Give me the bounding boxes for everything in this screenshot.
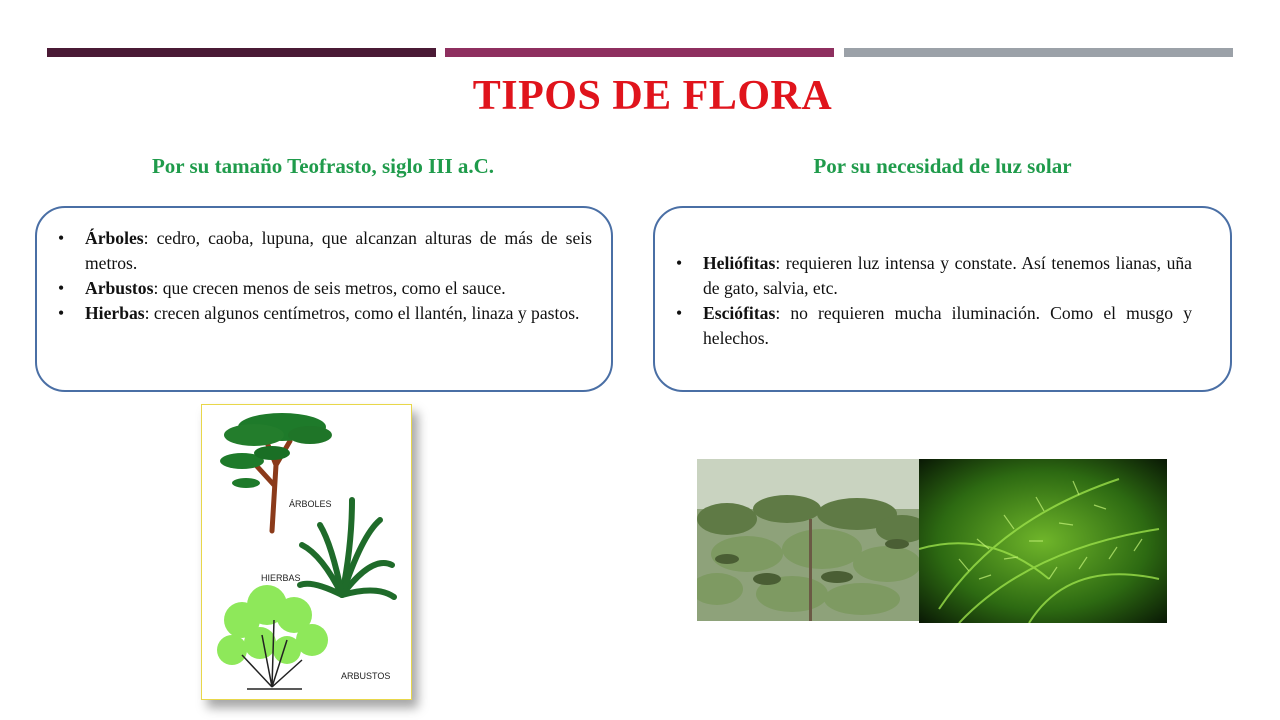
list-item-text: : cedro, caoba, lupuna, que alcanzan alturas de más de seis metros. [85, 228, 592, 273]
plant-size-illustration [201, 404, 412, 700]
accent-bar-gray [844, 48, 1233, 57]
list-item-term: Árboles [85, 228, 144, 248]
list-item-text: : que crecen menos de seis metros, como el sauce. [153, 278, 506, 298]
label-shrubs: ARBUSTOS [341, 671, 391, 681]
list-item [54, 226, 592, 276]
left-subtitle: Por su tamaño Teofrasto, siglo III a.C. [151, 154, 495, 178]
list-item-term: Heliófitas [703, 253, 776, 273]
bullet-icon: • [676, 303, 683, 323]
accent-bar-dark [47, 48, 436, 57]
list-item-term: Esciófitas [703, 303, 776, 323]
list-item [672, 251, 1192, 301]
list-item [54, 276, 592, 301]
list-item [672, 301, 1192, 351]
size-classification-box [35, 206, 613, 392]
list-item-term: Arbustos [85, 278, 154, 298]
slide-title: TIPOS DE FLORA [472, 73, 833, 119]
label-herbs: HIERBAS [261, 573, 301, 583]
heliophyte-photo [697, 459, 921, 621]
bullet-icon: • [58, 278, 65, 298]
plant-drawing [202, 405, 410, 698]
size-list [54, 226, 592, 326]
list-item-text: : no requieren mucha iluminación. Como el musgo y helechos. [703, 303, 1192, 348]
accent-bar-magenta [445, 48, 834, 57]
sciophyte-photo [919, 459, 1167, 623]
bullet-icon: • [676, 253, 683, 273]
light-list [672, 251, 1192, 351]
right-subtitle: Por su necesidad de luz solar [813, 154, 1072, 178]
list-item-text: : requieren luz intensa y constate. Así tenemos lianas, uña de gato, salvia, etc. [703, 253, 1192, 298]
list-item [54, 301, 592, 326]
list-item-term: Hierbas [85, 303, 145, 323]
list-item-text: : crecen algunos centímetros, como el llantén, linaza y pastos. [144, 303, 580, 323]
bullet-icon: • [58, 303, 65, 323]
bullet-icon: • [58, 228, 65, 248]
label-trees: ÁRBOLES [289, 499, 332, 509]
light-classification-box [653, 206, 1232, 392]
